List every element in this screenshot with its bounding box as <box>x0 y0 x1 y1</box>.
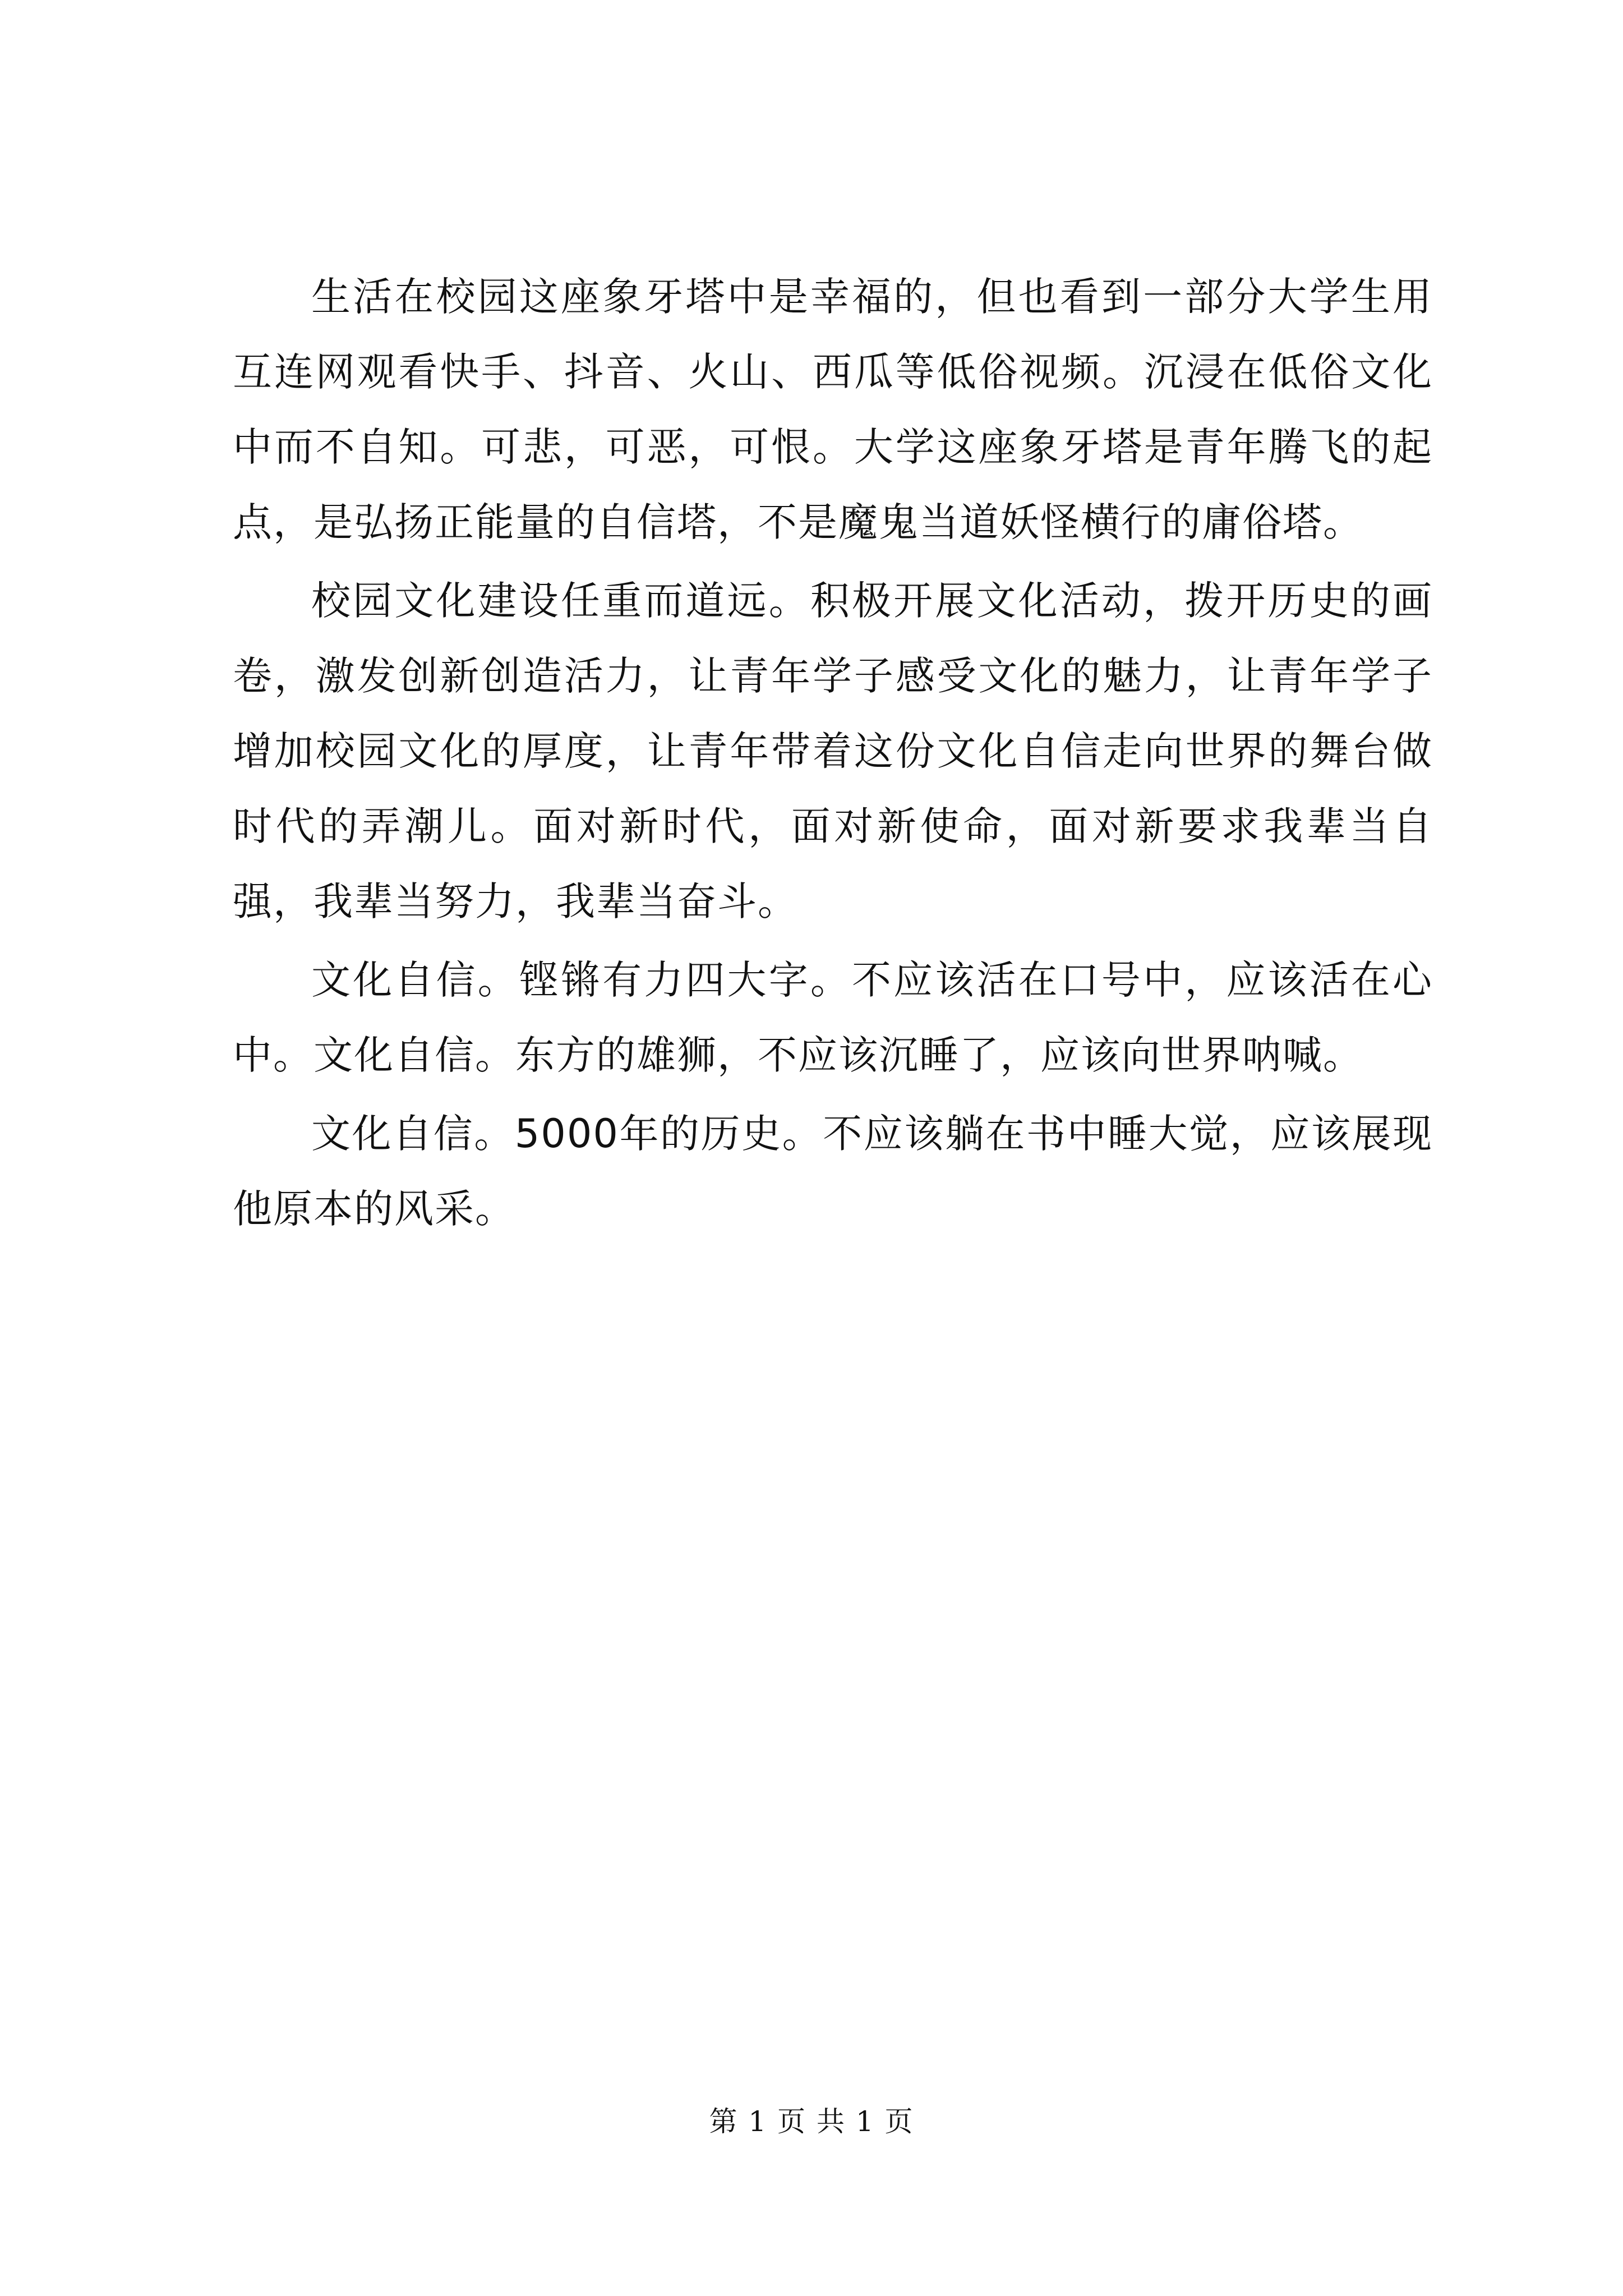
paragraph-4: 文化自信。5000年的历史。不应该躺在书中睡大觉，应该展现他原本的风采。 <box>233 1111 1433 1232</box>
paragraph-2: 校园文化建设任重而道远。积极开展文化活动，拨开历史的画卷，激发创新创造活力，让青年学子感受文化的魅力，让青年学子增加校园文化的厚度，让青年带着这份文化自信走向世界的舞台做时代的弄潮儿。面对新时代，面对新使命，面对新要求我辈当自强，我辈当努力，我辈当奋斗。 <box>233 578 1433 924</box>
document-body <box>233 259 1433 1250</box>
paragraph-1: 生活在校园这座象牙塔中是幸福的，但也看到一部分大学生用互连网观看快手、抖音、火山、西瓜等低俗视频。沉浸在低俗文化中而不自知。可悲，可恶，可恨。大学这座象牙塔是青年腾飞的起点，是弘扬正能量的自信塔，不是魔鬼当道妖怪横行的庸俗塔。 <box>233 274 1433 545</box>
paragraph-3: 文化自信。铿锵有力四大字。不应该活在口号中，应该活在心中。文化自信。东方的雄狮，不应该沉睡了，应该向世界呐喊。 <box>233 957 1433 1078</box>
page-number-footer: 第 1 页 共 1 页 <box>709 2105 914 2138</box>
